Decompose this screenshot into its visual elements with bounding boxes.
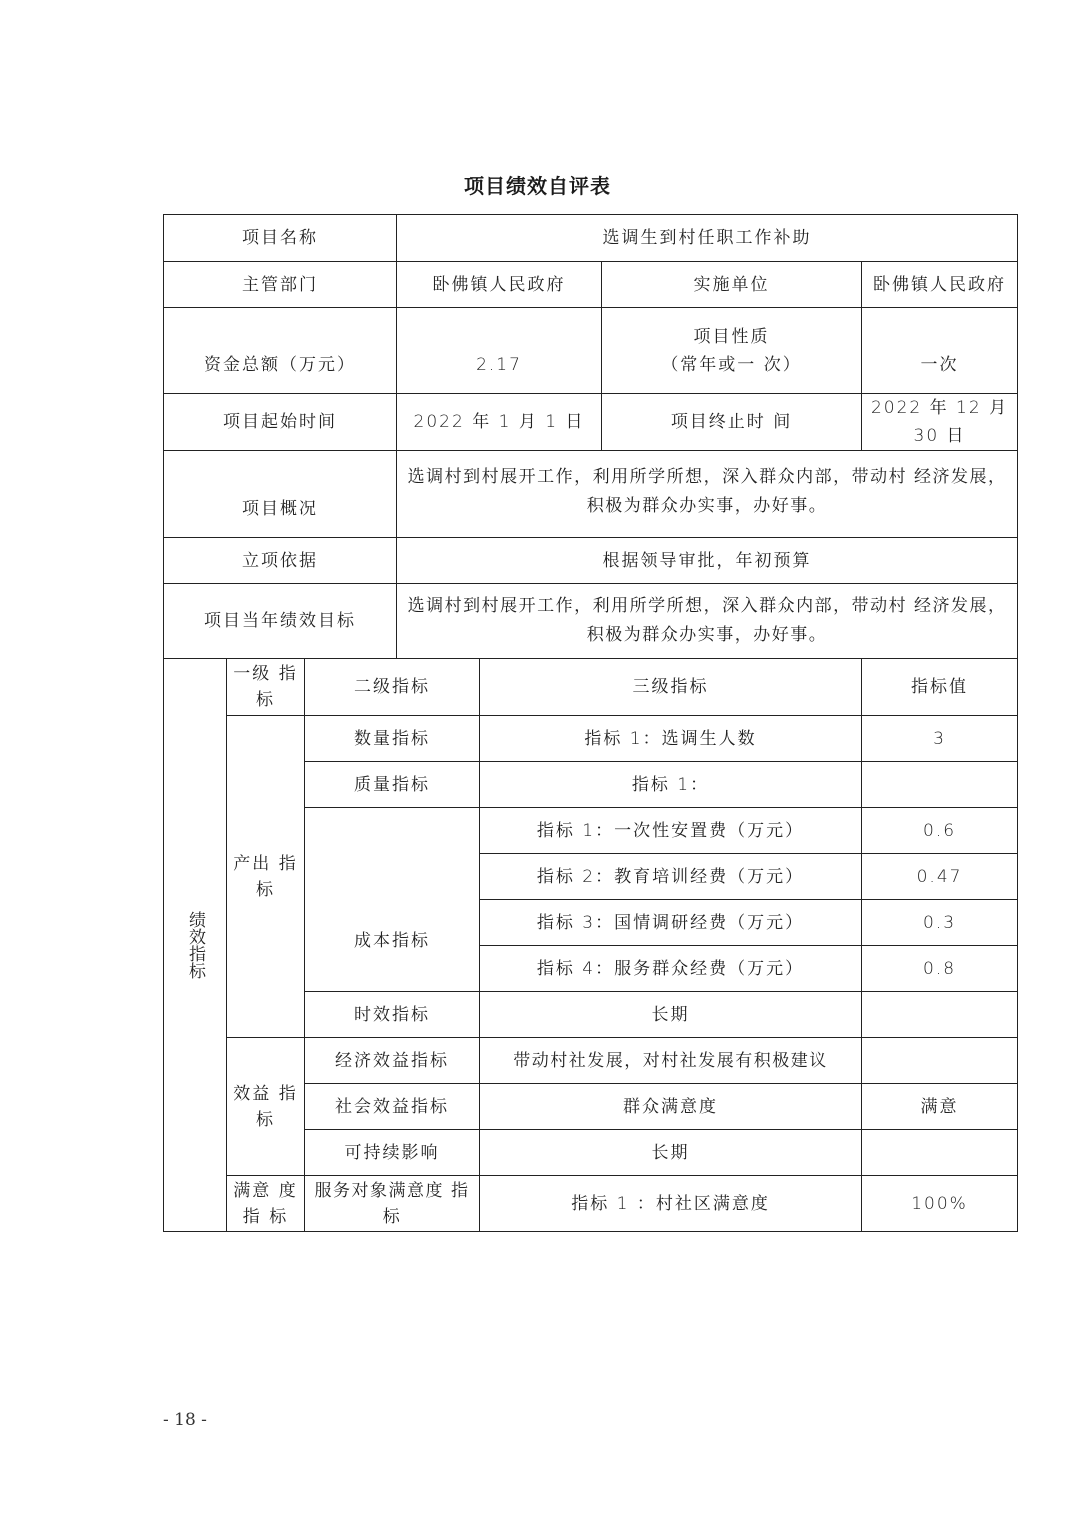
impl-label: 实施单位 [602,262,862,308]
value-cell [862,1038,1018,1084]
level2-cell: 社会效益指标 [305,1084,480,1130]
level3-cell: 指标 2：教育培训经费（万元） [480,854,862,900]
level3-cell: 指标 3：国情调研经费（万元） [480,900,862,946]
basis-label: 立项依据 [164,538,397,584]
row-department [164,262,1018,308]
level3-cell: 指标 1 ：村社区满意度 [480,1176,862,1232]
benefit-label: 效益 指标 [227,1038,305,1176]
basis-value: 根据领导审批，年初预算 [397,538,1018,584]
page-number: - 18 - [163,1410,207,1430]
level3-cell: 带动村社发展，对村社发展有积极建议 [480,1038,862,1084]
indicators-section-label: 绩效指标 [164,659,227,1232]
level3-cell: 指标 4：服务群众经费（万元） [480,946,862,992]
value-cell: 3 [862,716,1018,762]
header-level1: 一级 指标 [227,659,305,716]
overview-value: 选调村到村展开工作，利用所学所想，深入群众内部，带动村 经济发展，积极为群众办实事，办好事。 [397,451,1018,538]
fund-value: 2.17 [397,308,602,394]
goal-value: 选调村到村展开工作，利用所学所想，深入群众内部，带动村 经济发展，积极为群众办实事，办好事。 [397,584,1018,659]
start-label: 项目起始时间 [164,394,397,451]
dept-value: 卧佛镇人民政府 [397,262,602,308]
output-label: 产出 指标 [227,716,305,1038]
level3-cell: 群众满意度 [480,1084,862,1130]
value-cell: 满意 [862,1084,1018,1130]
table-row [164,1038,1018,1084]
nature-label: 项目性质 （常年或一 次） [602,308,862,394]
value-cell: 100% [862,1176,1018,1232]
value-cell: 0.6 [862,808,1018,854]
start-value: 2022 年 1 月 1 日 [397,394,602,451]
overview-label: 项目概况 [164,451,397,538]
level3-cell: 指标 1：选调生人数 [480,716,862,762]
table-row [164,1176,1018,1232]
table-row [164,716,1018,762]
nature-value: 一次 [862,308,1018,394]
row-goal [164,584,1018,659]
satisfaction-label: 满意 度 指 标 [227,1176,305,1232]
end-value: 2022 年 12 月 30 日 [862,394,1018,451]
row-overview [164,451,1018,538]
page-title: 项目绩效自评表 [464,174,611,198]
value-cell: 0.8 [862,946,1018,992]
header-level2: 二级指标 [305,659,480,716]
level2-cell: 可持续影响 [305,1130,480,1176]
performance-table [163,214,1018,1232]
project-name-value: 选调生到村任职工作补助 [397,215,1018,262]
fund-label: 资金总额（万元） [164,308,397,394]
row-fund [164,308,1018,394]
row-basis [164,538,1018,584]
value-cell: 0.3 [862,900,1018,946]
level3-cell: 指标 1：一次性安置费（万元） [480,808,862,854]
value-cell: 0.47 [862,854,1018,900]
header-value: 指标值 [862,659,1018,716]
row-time [164,394,1018,451]
value-cell [862,762,1018,808]
level2-cell: 数量指标 [305,716,480,762]
level2-cell: 经济效益指标 [305,1038,480,1084]
value-cell [862,1130,1018,1176]
end-label: 项目终止时 间 [602,394,862,451]
project-name-label: 项目名称 [164,215,397,262]
level2-cell: 服务对象满意度 指标 [305,1176,480,1232]
row-indicator-header [164,659,1018,716]
level3-cell: 长期 [480,992,862,1038]
level2-cell: 质量指标 [305,762,480,808]
level3-cell: 长期 [480,1130,862,1176]
goal-label: 项目当年绩效目标 [164,584,397,659]
dept-label: 主管部门 [164,262,397,308]
impl-value: 卧佛镇人民政府 [862,262,1018,308]
cost-label: 成本指标 [305,808,480,992]
value-cell [862,992,1018,1038]
level2-cell: 时效指标 [305,992,480,1038]
row-project-name [164,215,1018,262]
header-level3: 三级指标 [480,659,862,716]
level3-cell: 指标 1： [480,762,862,808]
